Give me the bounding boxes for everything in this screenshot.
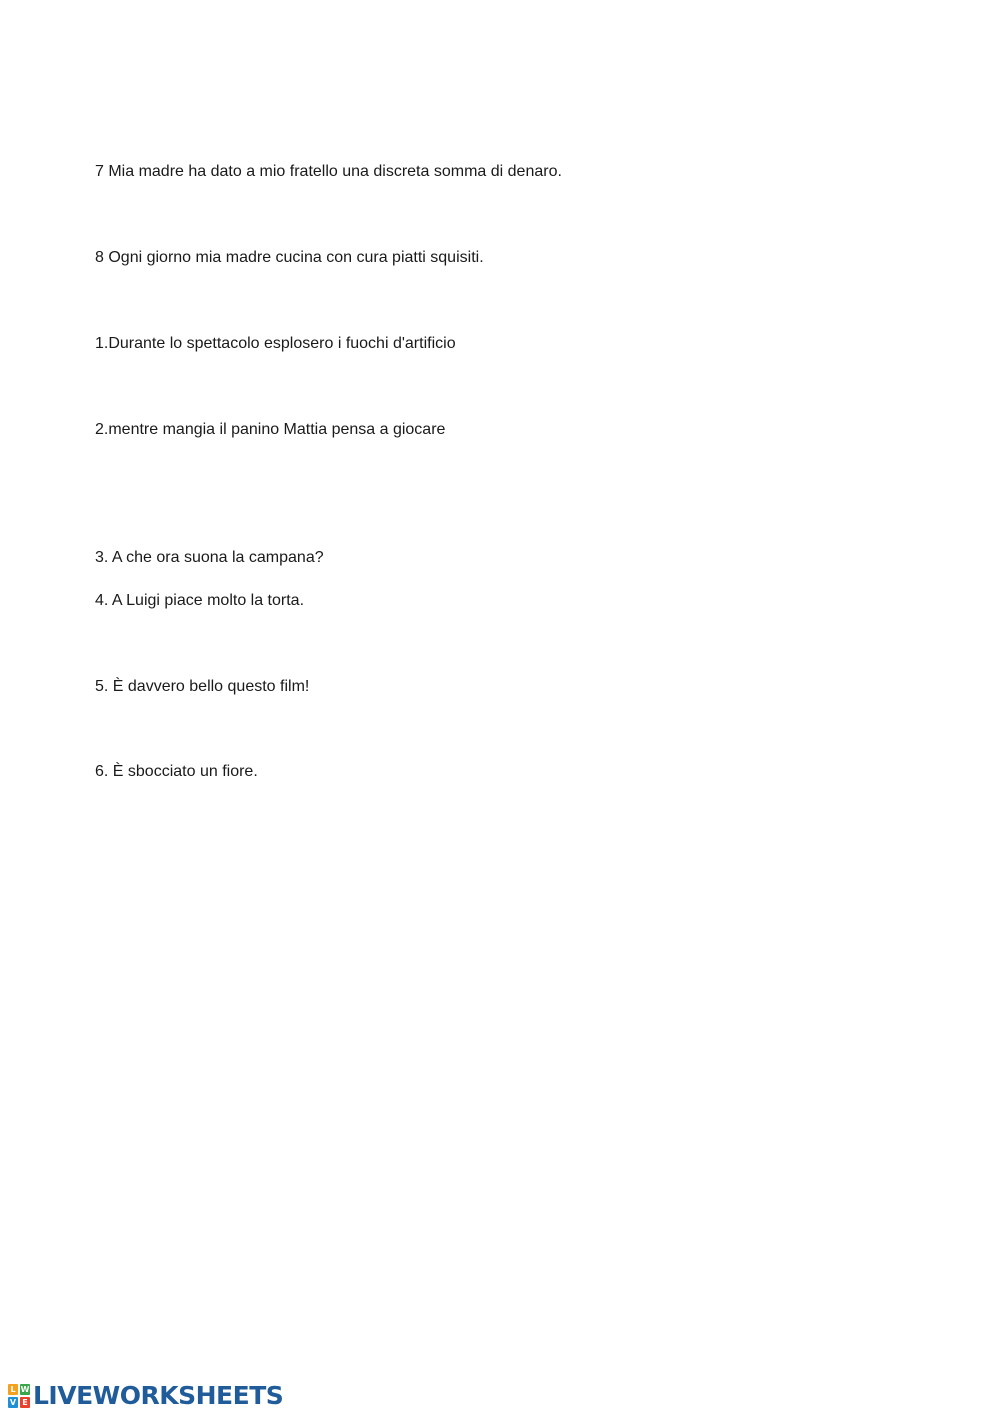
logo-block-w: W xyxy=(20,1385,30,1394)
sentence-7: 7 Mia madre ha dato a mio fratello una discreta somma di denaro. xyxy=(95,163,562,180)
sentence-1: 1.Durante lo spettacolo esplosero i fuochi d'artificio xyxy=(95,335,456,352)
sentence-6: 6. È sbocciato un fiore. xyxy=(95,763,258,780)
sentence-8: 8 Ogni giorno mia madre cucina con cura piatti squisiti. xyxy=(95,249,484,266)
sentence-3: 3. A che ora suona la campana? xyxy=(95,549,324,566)
logo-blocks-icon xyxy=(8,1384,30,1408)
sentence-2: 2.mentre mangia il panino Mattia pensa a giocare xyxy=(95,421,446,438)
sentence-5: 5. È davvero bello questo film! xyxy=(95,678,310,695)
logo-block-e: E xyxy=(20,1397,30,1408)
logo-block-l: L xyxy=(8,1384,18,1395)
logo-block-v: V xyxy=(9,1398,17,1407)
sentence-4: 4. A Luigi piace molto la torta. xyxy=(95,592,305,609)
liveworksheets-logo xyxy=(8,1383,283,1409)
logo-text: LIVEWORKSHEETS xyxy=(33,1381,284,1410)
